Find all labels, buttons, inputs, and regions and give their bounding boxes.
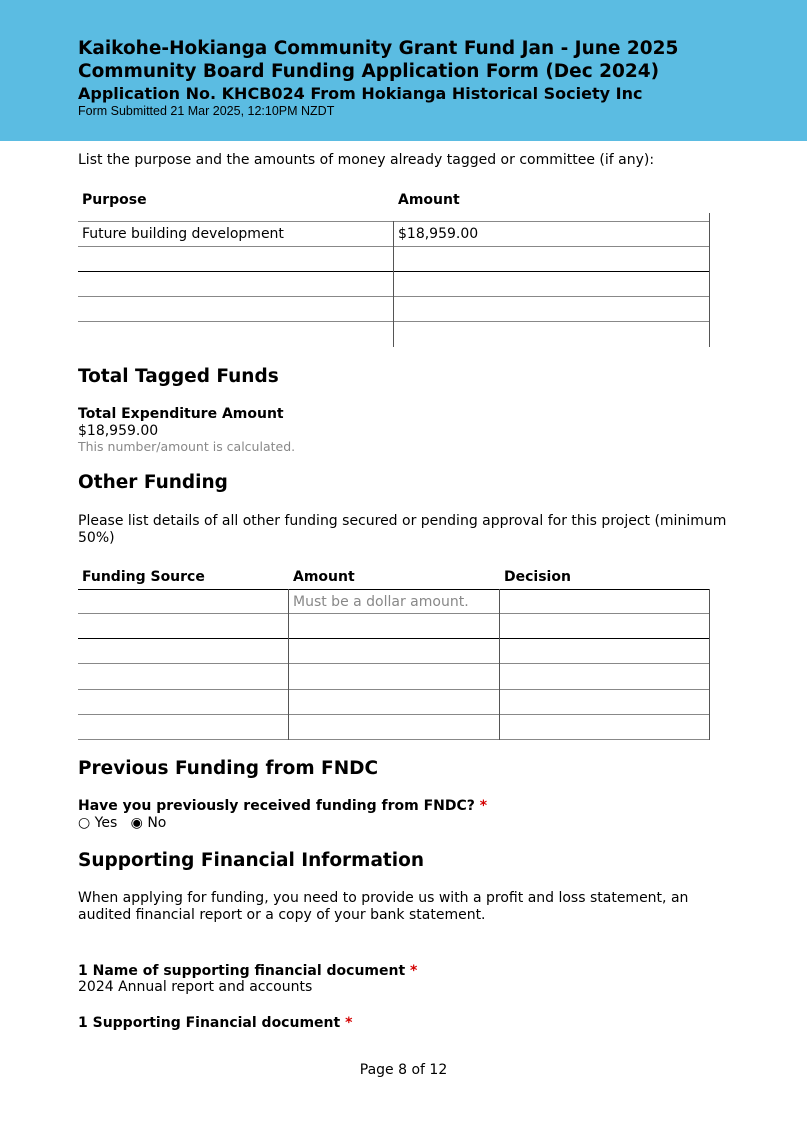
- required-marker: *: [410, 963, 418, 979]
- question-text: Have you previously received funding from FNDC?: [78, 798, 475, 814]
- column-header-decision: Decision: [504, 569, 571, 585]
- form-title: Kaikohe-Hokianga Community Grant Fund Jan - June 2025: [78, 38, 679, 59]
- table-border: [709, 589, 710, 740]
- row-divider: [78, 296, 710, 297]
- radio-option-no[interactable]: [131, 815, 167, 831]
- column-header-amount: Amount: [398, 192, 460, 208]
- section-heading-previous-funding: Previous Funding from FNDC: [78, 758, 379, 779]
- form-header: [0, 0, 807, 141]
- row-divider: [78, 613, 710, 614]
- radio-label-yes: Yes: [94, 815, 118, 831]
- radio-label-no: No: [147, 815, 167, 831]
- row-divider: [78, 689, 710, 690]
- column-header-funding-source: Funding Source: [82, 569, 205, 585]
- row-divider: [78, 221, 710, 222]
- submitted-timestamp: Form Submitted 21 Mar 2025, 12:10PM NZDT: [78, 104, 335, 118]
- table-border: [709, 221, 710, 347]
- tagged-intro: List the purpose and the amounts of money already tagged or committee (if any):: [78, 152, 655, 168]
- row-divider: [78, 246, 710, 247]
- column-header-purpose: Purpose: [82, 192, 147, 208]
- radio-option-yes[interactable]: [78, 815, 117, 831]
- column-divider: [499, 589, 500, 740]
- intro-line: When applying for funding, you need to provide us with a profit and loss statement, an: [78, 890, 689, 906]
- row-divider: [78, 589, 710, 590]
- row-divider: [78, 321, 710, 322]
- doc-name-value: 2024 Annual report and accounts: [78, 979, 313, 995]
- table-cell-purpose: Future building development: [82, 226, 284, 242]
- form-subtitle: Community Board Funding Application Form (Dec 2024): [78, 61, 660, 82]
- table-cell-amount: $18,959.00: [398, 226, 479, 242]
- row-divider: [78, 714, 710, 715]
- application-number: Application No. KHCB024 From Hokianga Historical Society Inc: [78, 84, 643, 103]
- required-marker: *: [479, 798, 488, 814]
- label-text: 1 Name of supporting financial document: [78, 963, 406, 979]
- supporting-doc-label: [78, 1015, 352, 1031]
- page-number: Page 8 of 12: [359, 1062, 448, 1078]
- row-divider: [78, 663, 710, 664]
- section-heading-supporting-financial: Supporting Financial Information: [78, 850, 424, 871]
- total-expenditure-value: $18,959.00: [78, 423, 159, 439]
- section-heading-other-funding: Other Funding: [78, 472, 228, 493]
- intro-line: Please list details of all other funding secured or pending approval for this project (minimum: [78, 513, 727, 529]
- row-divider: [78, 739, 710, 740]
- previous-funding-question: [78, 798, 487, 814]
- supporting-intro: [78, 890, 688, 924]
- row-divider: [78, 271, 710, 272]
- column-header-amount: Amount: [293, 569, 355, 585]
- row-divider: [78, 638, 710, 639]
- amount-placeholder: Must be a dollar amount.: [293, 594, 469, 610]
- column-divider: [288, 589, 289, 740]
- required-marker: *: [345, 1015, 353, 1031]
- other-funding-intro: [78, 513, 726, 547]
- calculated-hint: This number/amount is calculated.: [78, 439, 296, 454]
- column-divider: [393, 221, 394, 347]
- radio-unchecked-icon: ○: [78, 815, 91, 831]
- total-expenditure-label: Total Expenditure Amount: [78, 406, 284, 422]
- intro-line: 50%): [78, 530, 115, 546]
- label-text: 1 Supporting Financial document: [78, 1015, 341, 1031]
- intro-line: audited financial report or a copy of your bank statement.: [78, 907, 486, 923]
- doc-name-label: [78, 963, 417, 979]
- previous-funding-radio-group: [78, 815, 166, 831]
- section-heading-total: Total Tagged Funds: [78, 366, 279, 387]
- radio-checked-icon: ◉: [130, 815, 143, 831]
